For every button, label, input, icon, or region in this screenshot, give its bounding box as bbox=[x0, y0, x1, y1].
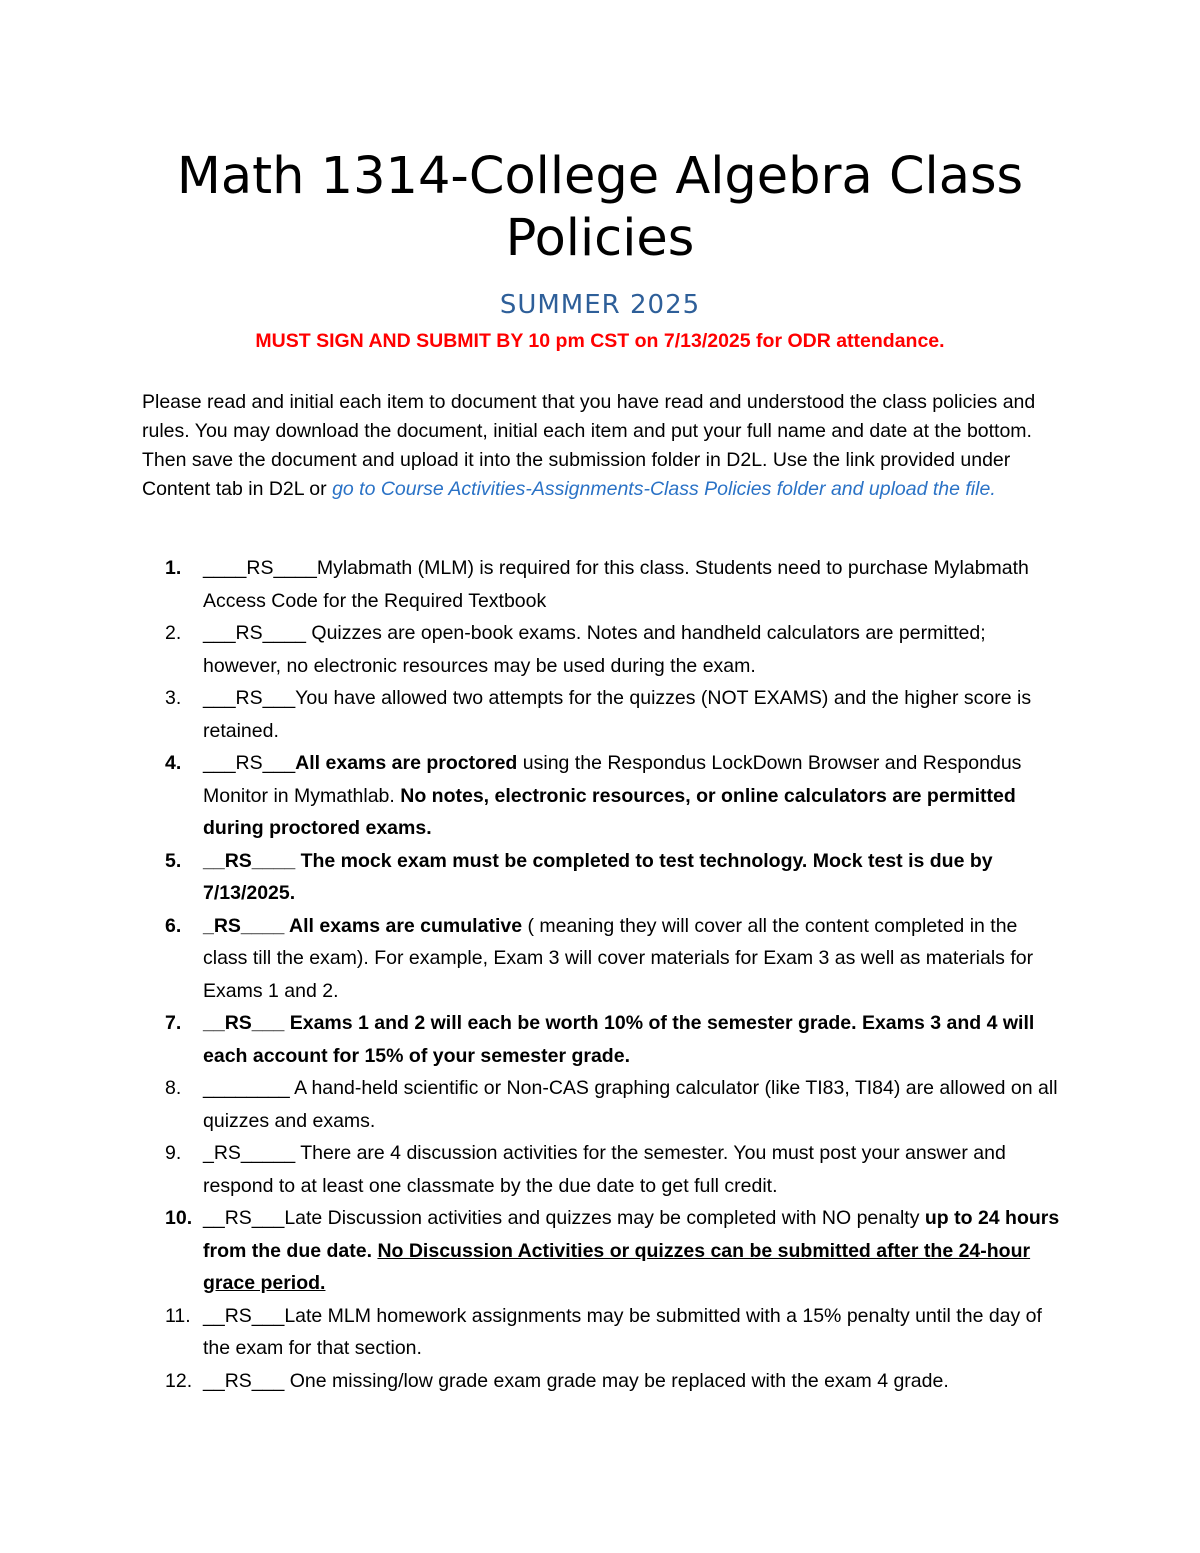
policy-item-2 bbox=[142, 617, 1062, 682]
policy-number: 3. bbox=[165, 687, 182, 709]
policy-text-bold: __RS____ The mock exam must be completed to test technology. Mock test is due by 7/13/2025. bbox=[203, 849, 993, 904]
policy-number: 5. bbox=[165, 849, 182, 872]
policy-text-initials: ___RS___ bbox=[203, 752, 296, 774]
policy-number: 2. bbox=[165, 622, 182, 644]
intro-paragraph bbox=[142, 388, 1062, 504]
title-line-1: Math 1314-College Algebra Class bbox=[176, 147, 1024, 206]
policy-item-6 bbox=[142, 910, 1062, 1008]
policy-number: 4. bbox=[165, 752, 182, 774]
policy-item-12 bbox=[142, 1365, 1062, 1398]
policy-text: ( meaning they will cover all the content completed in the class till the exam). For example, Exam 3 will cover materials for Exam 3 as well as materials for Exams 1 and 2. bbox=[203, 914, 1034, 1002]
policy-number: 12. bbox=[165, 1369, 193, 1392]
policy-text-bold: __RS___ Exams 1 and 2 will each be worth 10% of the semester grade. Exams 3 and 4 will each account for 15% of your semester grade. bbox=[203, 1012, 1035, 1067]
policy-item-4 bbox=[142, 747, 1062, 845]
policy-number: 1. bbox=[165, 557, 182, 579]
policy-item-9 bbox=[142, 1137, 1062, 1202]
policy-text-bold: _RS____ All exams are cumulative bbox=[203, 914, 523, 937]
intro-instruction-link[interactable]: go to Course Activities-Assignments-Class Policies folder and upload the file. bbox=[332, 478, 996, 500]
policy-number: 8. bbox=[165, 1077, 182, 1099]
policy-text: ___RS___You have allowed two attempts for the quizzes (NOT EXAMS) and the higher score is retained. bbox=[203, 687, 1032, 742]
document-title bbox=[100, 146, 1100, 270]
policy-text-bold: All exams are proctored bbox=[295, 752, 518, 774]
policy-text: using the Respondus LockDown Browser and Respondus Monitor in Mymathlab. bbox=[203, 752, 1022, 807]
policy-number: 10. bbox=[165, 1207, 193, 1229]
policy-number: 7. bbox=[165, 1012, 182, 1034]
policy-text: ____RS____Mylabmath (MLM) is required for this class. Students need to purchase Mylabmath Access Code for the Required Textbook bbox=[203, 557, 1029, 612]
title-line-2: Policies bbox=[505, 209, 695, 268]
policy-text: __RS___Late MLM homework assignments may be submitted with a 15% penalty until the day of the exam for that section. bbox=[203, 1304, 1042, 1359]
policy-text: __RS___Late Discussion activities and quizzes may be completed with NO penalty bbox=[203, 1207, 925, 1229]
policy-text-bold: No notes, electronic resources, or online calculators are permitted during proctored exams. bbox=[203, 784, 1016, 839]
policy-text: _RS_____ There are 4 discussion activities for the semester. You must post your answer and respond to at least one classmate by the due date to get full credit. bbox=[203, 1142, 1006, 1197]
policy-item-3 bbox=[142, 682, 1062, 747]
policy-item-11 bbox=[142, 1300, 1062, 1365]
policy-item-5 bbox=[142, 845, 1062, 910]
policy-item-1 bbox=[142, 552, 1062, 617]
policy-text-bold-underlined: No Discussion Activities or quizzes can be submitted after the 24-hour grace period. bbox=[203, 1239, 1031, 1294]
intro-text: Please read and initial each item to document that you have read and understood the class policies and rules. You may download the document, initial each item and put your full name and date at the bottom. Then save the document and upload it into the submission folder in D2L. Use the link provided under Content tab in D2L or bbox=[142, 391, 1036, 500]
policy-text-bold: up to 24 hours from the due date. bbox=[203, 1207, 1060, 1262]
policy-item-10 bbox=[142, 1202, 1062, 1300]
policy-text: __RS___ One missing/low grade exam grade may be replaced with the exam 4 grade. bbox=[203, 1369, 949, 1392]
policy-item-8 bbox=[142, 1072, 1062, 1137]
policy-text: ________ A hand-held scientific or Non-CAS graphing calculator (like TI83, TI84) are allowed on all quizzes and exams. bbox=[203, 1077, 1058, 1132]
submission-deadline: MUST SIGN AND SUBMIT BY 10 pm CST on 7/13/2025 for ODR attendance. bbox=[255, 330, 945, 352]
term-heading: SUMMER 2025 bbox=[499, 290, 701, 320]
policy-text: ___RS____ Quizzes are open-book exams. Notes and handheld calculators are permitted; however, no electronic resources may be used during the exam. bbox=[203, 622, 986, 677]
policy-number: 11. bbox=[165, 1304, 191, 1327]
policy-list bbox=[142, 552, 1062, 1397]
policy-number: 9. bbox=[165, 1142, 182, 1164]
policy-item-7 bbox=[142, 1007, 1062, 1072]
policy-number: 6. bbox=[165, 914, 182, 937]
